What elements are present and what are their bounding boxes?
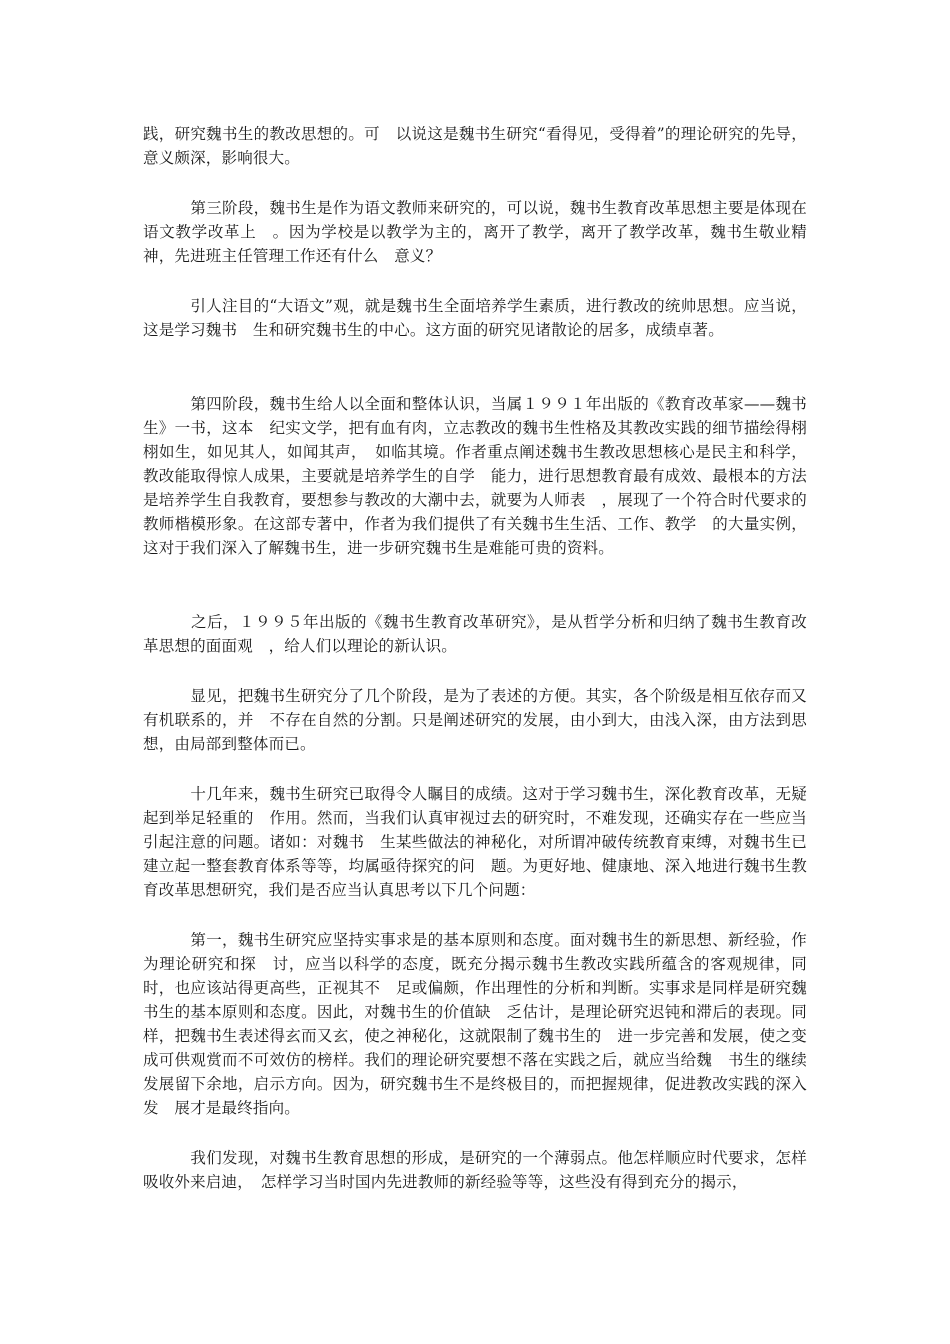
paragraph-4: 第四阶段，魏书生给人以全面和整体认识，当属１９９１年出版的《教育改革家——魏书生》一书，这本 纪实文学，把有血有肉，立志教改的魏书生性格及其教改实践的细节描绘得栩栩如生，如见其人，如闻其声， 如临其境。作者重点阐述魏书生教改思想核心是民主和科学，教改能取得惊人成果，主要就是培养学生的自学 能力，进行思想教育最有成效、最根本的方法是培养学生自我教育，要想参与教改的大潮中去，就要为人师表 ，展现了一个符合时代要求的教师楷模形象。在这部专著中，作者为我们提供了有关魏书生生活、工作、教学 的大量实例，这对于我们深入了解魏书生，进一步研究魏书生是难能可贵的资料。 bbox=[143, 395, 807, 557]
paragraph-spacer bbox=[143, 1120, 807, 1146]
paragraph-5: 之后，１９９５年出版的《魏书生教育改革研究》，是从哲学分析和归纳了魏书生教育改革思想的面面观 ，给人们以理论的新认识。 bbox=[143, 613, 807, 655]
paragraph-spacer bbox=[143, 902, 807, 928]
paragraph-spacer bbox=[143, 170, 807, 196]
document-body bbox=[143, 122, 807, 1194]
paragraph-spacer bbox=[143, 342, 807, 392]
paragraph-spacer bbox=[143, 560, 807, 610]
paragraph-7: 十几年来，魏书生研究已取得令人瞩目的成绩。这对于学习魏书生，深化教育改革，无疑起到举足轻重的 作用。然而，当我们认真审视过去的研究时，不难发现，还确实存在一些应当引起注意的问题。诸如：对魏书 生某些做法的神秘化，对所谓冲破传统教育束缚，对魏书生已建立起一整套教育体系等等，均属亟待探究的问 题。为更好地、健康地、深入地进行魏书生教育改革思想研究，我们是否应当认真思考以下几个问题： bbox=[143, 785, 807, 899]
paragraph-9: 我们发现，对魏书生教育思想的形成，是研究的一个薄弱点。他怎样顺应时代要求，怎样吸收外来启迪， 怎样学习当时国内先进教师的新经验等等，这些没有得到充分的揭示， bbox=[143, 1149, 807, 1191]
paragraph-spacer bbox=[143, 658, 807, 684]
paragraph-8: 第一，魏书生研究应坚持实事求是的基本原则和态度。面对魏书生的新思想、新经验，作为理论研究和探 讨，应当以科学的态度，既充分揭示魏书生教改实践所蕴含的客观规律，同时，也应该站得更高些，正视其不 足或偏颇，作出理性的分析和判断。实事求是同样是研究魏书生的基本原则和态度。因此，对魏书生的价值缺 乏估计，是理论研究迟钝和滞后的表现。同样，把魏书生表述得玄而又玄，使之神秘化，这就限制了魏书生的 进一步完善和发展，使之变成可供观赏而不可效仿的榜样。我们的理论研究要想不落在实践之后，就应当给魏 书生的继续发展留下余地，启示方向。因为，研究魏书生不是终极目的，而把握规律，促进教改实践的深入发 展才是最终指向。 bbox=[143, 931, 807, 1117]
paragraph-1: 践，研究魏书生的教改思想的。可 以说这是魏书生研究“看得见，受得着”的理论研究的先导，意义颇深，影响很大。 bbox=[143, 125, 807, 167]
paragraph-2: 第三阶段，魏书生是作为语文教师来研究的，可以说，魏书生教育改革思想主要是体现在语文教学改革上 。因为学校是以教学为主的，离开了教学，离开了教学改革，魏书生敬业精神，先进班主任管理工作还有什么 意义？ bbox=[143, 199, 807, 265]
paragraph-6: 显见，把魏书生研究分了几个阶段，是为了表述的方便。其实，各个阶级是相互依存而又有机联系的，并 不存在自然的分割。只是阐述研究的发展，由小到大，由浅入深，由方法到思想，由局部到整体而已。 bbox=[143, 687, 807, 753]
paragraph-spacer bbox=[143, 268, 807, 294]
paragraph-3: 引人注目的“大语文”观，就是魏书生全面培养学生素质，进行教改的统帅思想。应当说，这是学习魏书 生和研究魏书生的中心。这方面的研究见诸散论的居多，成绩卓著。 bbox=[143, 297, 807, 339]
paragraph-spacer bbox=[143, 756, 807, 782]
